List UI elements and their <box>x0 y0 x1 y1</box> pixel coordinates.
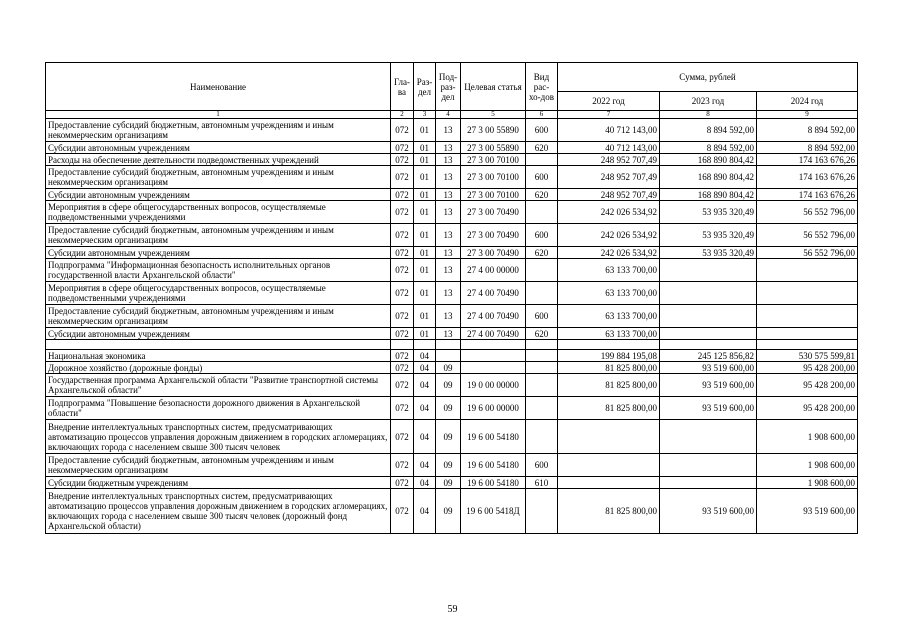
row-podrazdel: 13 <box>436 142 461 154</box>
row-sum-2023: 8 894 592,00 <box>660 119 757 142</box>
row-podrazdel: 13 <box>436 247 461 259</box>
row-name: Субсидии автономным учреждениям <box>46 247 391 259</box>
row-razdel: 01 <box>414 154 436 166</box>
row-razdel: 04 <box>414 374 436 397</box>
column-number: 9 <box>757 111 858 119</box>
row-celevaya-statya: 19 0 00 00000 <box>461 374 526 397</box>
row-glava: 072 <box>391 259 414 282</box>
row-podrazdel: 09 <box>436 397 461 420</box>
row-name: Подпрограмма "Информационная безопасность исполнительных органов государственной власти Архангельской области" <box>46 259 391 282</box>
row-razdel <box>414 340 436 350</box>
row-podrazdel: 13 <box>436 282 461 305</box>
column-number-row <box>46 111 858 119</box>
row-podrazdel: 13 <box>436 305 461 328</box>
row-vid-rashodov: 600 <box>526 305 558 328</box>
row-name: Внедрение интеллектуальных транспортных систем, предусматривающих автоматизацию процессов управления дорожным движением в городских агломерациях, включающих города с населением свыше 300 тысяч человек (дорожный фонд Архангельской области) <box>46 489 391 534</box>
row-vid-rashodov <box>526 340 558 350</box>
table-row <box>46 477 858 489</box>
row-razdel: 01 <box>414 201 436 224</box>
row-razdel: 01 <box>414 189 436 201</box>
row-glava: 072 <box>391 374 414 397</box>
row-podrazdel: 13 <box>436 201 461 224</box>
row-vid-rashodov <box>526 397 558 420</box>
row-name: Национальная экономика <box>46 350 391 362</box>
table-row <box>46 328 858 340</box>
row-vid-rashodov <box>526 489 558 534</box>
row-sum-2024 <box>757 328 858 340</box>
row-glava: 072 <box>391 282 414 305</box>
column-number: 8 <box>660 111 757 119</box>
row-sum-2023: 93 519 600,00 <box>660 489 757 534</box>
table-row <box>46 305 858 328</box>
row-glava: 072 <box>391 305 414 328</box>
row-name: Подпрограмма "Повышение безопасности дорожного движения в Архангельской области" <box>46 397 391 420</box>
row-sum-2024: 93 519 600,00 <box>757 489 858 534</box>
table-row <box>46 340 858 350</box>
row-glava: 072 <box>391 477 414 489</box>
row-vid-rashodov: 600 <box>526 166 558 189</box>
row-glava: 072 <box>391 328 414 340</box>
row-vid-rashodov <box>526 374 558 397</box>
row-name: Предоставление субсидий бюджетным, автономным учреждениям и иным некоммерческим организациям <box>46 119 391 142</box>
table-row <box>46 489 858 534</box>
row-glava: 072 <box>391 350 414 362</box>
row-celevaya-statya: 27 3 00 70490 <box>461 201 526 224</box>
row-razdel: 01 <box>414 282 436 305</box>
row-razdel: 01 <box>414 119 436 142</box>
row-razdel: 04 <box>414 362 436 374</box>
row-name: Субсидии бюджетным учреждениям <box>46 477 391 489</box>
row-celevaya-statya: 19 6 00 54180 <box>461 477 526 489</box>
row-glava: 072 <box>391 154 414 166</box>
row-celevaya-statya: 27 3 00 70100 <box>461 166 526 189</box>
row-name: Предоставление субсидий бюджетным, автономным учреждениям и иным некоммерческим организациям <box>46 224 391 247</box>
row-sum-2022: 40 712 143,00 <box>558 142 660 154</box>
row-sum-2024 <box>757 259 858 282</box>
row-sum-2022 <box>558 477 660 489</box>
row-glava: 072 <box>391 224 414 247</box>
header-celevaya-statya: Целевая статья <box>461 63 526 111</box>
row-celevaya-statya: 27 3 00 70490 <box>461 224 526 247</box>
row-razdel: 04 <box>414 489 436 534</box>
row-sum-2024: 95 428 200,00 <box>757 374 858 397</box>
row-sum-2024 <box>757 282 858 305</box>
row-glava: 072 <box>391 201 414 224</box>
table-row <box>46 201 858 224</box>
row-sum-2022: 81 825 800,00 <box>558 362 660 374</box>
row-sum-2022: 248 952 707,49 <box>558 189 660 201</box>
row-razdel: 04 <box>414 420 436 454</box>
row-sum-2023 <box>660 454 757 477</box>
row-vid-rashodov <box>526 350 558 362</box>
row-podrazdel: 13 <box>436 259 461 282</box>
row-sum-2024: 1 908 600,00 <box>757 420 858 454</box>
row-name: Дорожное хозяйство (дорожные фонды) <box>46 362 391 374</box>
row-podrazdel <box>436 340 461 350</box>
row-sum-2022: 81 825 800,00 <box>558 397 660 420</box>
row-sum-2022: 81 825 800,00 <box>558 374 660 397</box>
row-podrazdel: 13 <box>436 224 461 247</box>
row-name: Мероприятия в сфере общегосударственных вопросов, осуществляемые подведомственными учреждениями <box>46 282 391 305</box>
header-podrazdel: Под-раз-дел <box>436 63 461 111</box>
row-sum-2022: 248 952 707,49 <box>558 154 660 166</box>
row-name: Мероприятия в сфере общегосударственных вопросов, осуществляемые подведомственными учреждениями <box>46 201 391 224</box>
table-row <box>46 142 858 154</box>
row-sum-2024: 1 908 600,00 <box>757 477 858 489</box>
row-celevaya-statya <box>461 350 526 362</box>
row-razdel: 04 <box>414 477 436 489</box>
row-celevaya-statya <box>461 340 526 350</box>
row-sum-2022: 248 952 707,49 <box>558 166 660 189</box>
row-celevaya-statya: 27 3 00 70100 <box>461 189 526 201</box>
row-celevaya-statya: 27 3 00 70490 <box>461 247 526 259</box>
row-sum-2024: 174 163 676,26 <box>757 166 858 189</box>
row-vid-rashodov: 600 <box>526 119 558 142</box>
row-sum-2022: 242 026 534,92 <box>558 224 660 247</box>
table-row <box>46 420 858 454</box>
row-celevaya-statya: 27 3 00 55890 <box>461 119 526 142</box>
budget-table <box>45 62 858 534</box>
column-number: 3 <box>414 111 436 119</box>
table-row <box>46 362 858 374</box>
row-vid-rashodov: 610 <box>526 477 558 489</box>
row-vid-rashodov <box>526 154 558 166</box>
row-sum-2023 <box>660 340 757 350</box>
header-year-2024: 2024 год <box>757 92 858 111</box>
row-glava: 072 <box>391 189 414 201</box>
row-name: Предоставление субсидий бюджетным, автономным учреждениям и иным некоммерческим организациям <box>46 166 391 189</box>
row-vid-rashodov: 620 <box>526 247 558 259</box>
row-sum-2024: 174 163 676,26 <box>757 154 858 166</box>
row-sum-2023: 53 935 320,49 <box>660 201 757 224</box>
row-sum-2022: 242 026 534,92 <box>558 201 660 224</box>
row-name: Предоставление субсидий бюджетным, автономным учреждениям и иным некоммерческим организациям <box>46 454 391 477</box>
row-podrazdel: 09 <box>436 420 461 454</box>
row-razdel: 04 <box>414 350 436 362</box>
table-row <box>46 247 858 259</box>
row-sum-2022: 199 884 195,08 <box>558 350 660 362</box>
row-podrazdel: 09 <box>436 374 461 397</box>
table-row <box>46 397 858 420</box>
table-row <box>46 166 858 189</box>
row-name: Внедрение интеллектуальных транспортных систем, предусматривающих автоматизацию процессов управления дорожным движением в городских агломерациях, включающих города с населением свыше 300 тысяч человек <box>46 420 391 454</box>
row-glava: 072 <box>391 142 414 154</box>
row-razdel: 01 <box>414 305 436 328</box>
header-year-2023: 2023 год <box>660 92 757 111</box>
row-sum-2023 <box>660 328 757 340</box>
row-podrazdel: 09 <box>436 454 461 477</box>
row-celevaya-statya: 27 4 00 70490 <box>461 328 526 340</box>
header-name: Наименование <box>46 63 391 111</box>
row-celevaya-statya: 27 3 00 55890 <box>461 142 526 154</box>
header-summa: Сумма, рублей <box>558 63 858 92</box>
row-sum-2022: 63 133 700,00 <box>558 328 660 340</box>
row-sum-2024: 174 163 676,26 <box>757 189 858 201</box>
column-number: 6 <box>526 111 558 119</box>
row-celevaya-statya <box>461 362 526 374</box>
row-sum-2022 <box>558 454 660 477</box>
row-podrazdel: 09 <box>436 477 461 489</box>
row-celevaya-statya: 19 6 00 54180 <box>461 420 526 454</box>
row-celevaya-statya: 19 6 00 00000 <box>461 397 526 420</box>
table-row <box>46 454 858 477</box>
column-number: 5 <box>461 111 526 119</box>
row-name: Расходы на обеспечение деятельности подведомственных учреждений <box>46 154 391 166</box>
row-sum-2023 <box>660 305 757 328</box>
row-sum-2024 <box>757 340 858 350</box>
header-vid-rashodov: Вид рас-хо-дов <box>526 63 558 111</box>
row-sum-2024: 8 894 592,00 <box>757 119 858 142</box>
row-celevaya-statya: 27 4 00 70490 <box>461 305 526 328</box>
row-sum-2022: 40 712 143,00 <box>558 119 660 142</box>
column-number: 7 <box>558 111 660 119</box>
row-glava: 072 <box>391 362 414 374</box>
row-sum-2023: 93 519 600,00 <box>660 374 757 397</box>
row-vid-rashodov: 600 <box>526 454 558 477</box>
row-vid-rashodov: 600 <box>526 224 558 247</box>
row-vid-rashodov <box>526 259 558 282</box>
header-glava: Гла-ва <box>391 63 414 111</box>
row-vid-rashodov: 620 <box>526 328 558 340</box>
table-row <box>46 259 858 282</box>
row-podrazdel: 13 <box>436 328 461 340</box>
row-sum-2023 <box>660 420 757 454</box>
row-glava <box>391 340 414 350</box>
row-glava: 072 <box>391 119 414 142</box>
row-vid-rashodov <box>526 282 558 305</box>
column-number: 2 <box>391 111 414 119</box>
row-sum-2022: 81 825 800,00 <box>558 489 660 534</box>
table-row <box>46 154 858 166</box>
row-glava: 072 <box>391 397 414 420</box>
row-celevaya-statya: 19 6 00 5418Д <box>461 489 526 534</box>
row-sum-2023 <box>660 259 757 282</box>
row-sum-2023 <box>660 282 757 305</box>
row-sum-2022: 63 133 700,00 <box>558 282 660 305</box>
row-razdel: 01 <box>414 259 436 282</box>
row-celevaya-statya: 27 3 00 70100 <box>461 154 526 166</box>
row-sum-2023: 93 519 600,00 <box>660 397 757 420</box>
row-razdel: 04 <box>414 454 436 477</box>
row-sum-2024: 1 908 600,00 <box>757 454 858 477</box>
row-podrazdel: 09 <box>436 362 461 374</box>
row-sum-2024: 95 428 200,00 <box>757 362 858 374</box>
row-sum-2023: 93 519 600,00 <box>660 362 757 374</box>
row-razdel: 01 <box>414 224 436 247</box>
page-number: 59 <box>447 604 458 615</box>
row-sum-2022 <box>558 420 660 454</box>
row-sum-2024: 8 894 592,00 <box>757 142 858 154</box>
row-sum-2023: 245 125 856,82 <box>660 350 757 362</box>
row-podrazdel: 09 <box>436 489 461 534</box>
row-glava: 072 <box>391 166 414 189</box>
row-celevaya-statya: 19 6 00 54180 <box>461 454 526 477</box>
row-sum-2024: 56 552 796,00 <box>757 201 858 224</box>
row-name: Предоставление субсидий бюджетным, автономным учреждениям и иным некоммерческим организациям <box>46 305 391 328</box>
table-row <box>46 224 858 247</box>
row-sum-2024: 56 552 796,00 <box>757 247 858 259</box>
row-razdel: 01 <box>414 247 436 259</box>
row-podrazdel: 13 <box>436 166 461 189</box>
row-name: Субсидии автономным учреждениям <box>46 328 391 340</box>
header-razdel: Раз-дел <box>414 63 436 111</box>
row-name: Государственная программа Архангельской области "Развитие транспортной системы Архангельской области" <box>46 374 391 397</box>
column-number: 1 <box>46 111 391 119</box>
row-sum-2023: 168 890 804,42 <box>660 189 757 201</box>
table-row <box>46 119 858 142</box>
row-sum-2023: 168 890 804,42 <box>660 154 757 166</box>
row-celevaya-statya: 27 4 00 70490 <box>461 282 526 305</box>
row-vid-rashodov <box>526 362 558 374</box>
column-number: 4 <box>436 111 461 119</box>
row-sum-2022: 63 133 700,00 <box>558 259 660 282</box>
row-razdel: 01 <box>414 142 436 154</box>
row-sum-2022: 63 133 700,00 <box>558 305 660 328</box>
row-podrazdel <box>436 350 461 362</box>
row-sum-2024 <box>757 305 858 328</box>
row-celevaya-statya: 27 4 00 00000 <box>461 259 526 282</box>
row-razdel: 01 <box>414 328 436 340</box>
row-glava: 072 <box>391 420 414 454</box>
row-podrazdel: 13 <box>436 119 461 142</box>
row-vid-rashodov <box>526 201 558 224</box>
row-sum-2023: 53 935 320,49 <box>660 224 757 247</box>
row-razdel: 04 <box>414 397 436 420</box>
row-glava: 072 <box>391 489 414 534</box>
row-vid-rashodov: 620 <box>526 189 558 201</box>
row-name: Субсидии автономным учреждениям <box>46 142 391 154</box>
row-sum-2023: 53 935 320,49 <box>660 247 757 259</box>
row-vid-rashodov <box>526 420 558 454</box>
row-sum-2023: 168 890 804,42 <box>660 166 757 189</box>
row-name: Субсидии автономным учреждениям <box>46 189 391 201</box>
row-sum-2024: 95 428 200,00 <box>757 397 858 420</box>
table-row <box>46 189 858 201</box>
row-podrazdel: 13 <box>436 189 461 201</box>
header-year-2022: 2022 год <box>558 92 660 111</box>
row-sum-2023 <box>660 477 757 489</box>
row-sum-2022 <box>558 340 660 350</box>
row-glava: 072 <box>391 247 414 259</box>
row-vid-rashodov: 620 <box>526 142 558 154</box>
row-podrazdel: 13 <box>436 154 461 166</box>
table-row <box>46 350 858 362</box>
row-glava: 072 <box>391 454 414 477</box>
row-sum-2024: 530 575 599,81 <box>757 350 858 362</box>
row-sum-2024: 56 552 796,00 <box>757 224 858 247</box>
row-sum-2022: 242 026 534,92 <box>558 247 660 259</box>
table-row <box>46 374 858 397</box>
table-row <box>46 282 858 305</box>
row-razdel: 01 <box>414 166 436 189</box>
row-sum-2023: 8 894 592,00 <box>660 142 757 154</box>
row-name <box>46 340 391 350</box>
